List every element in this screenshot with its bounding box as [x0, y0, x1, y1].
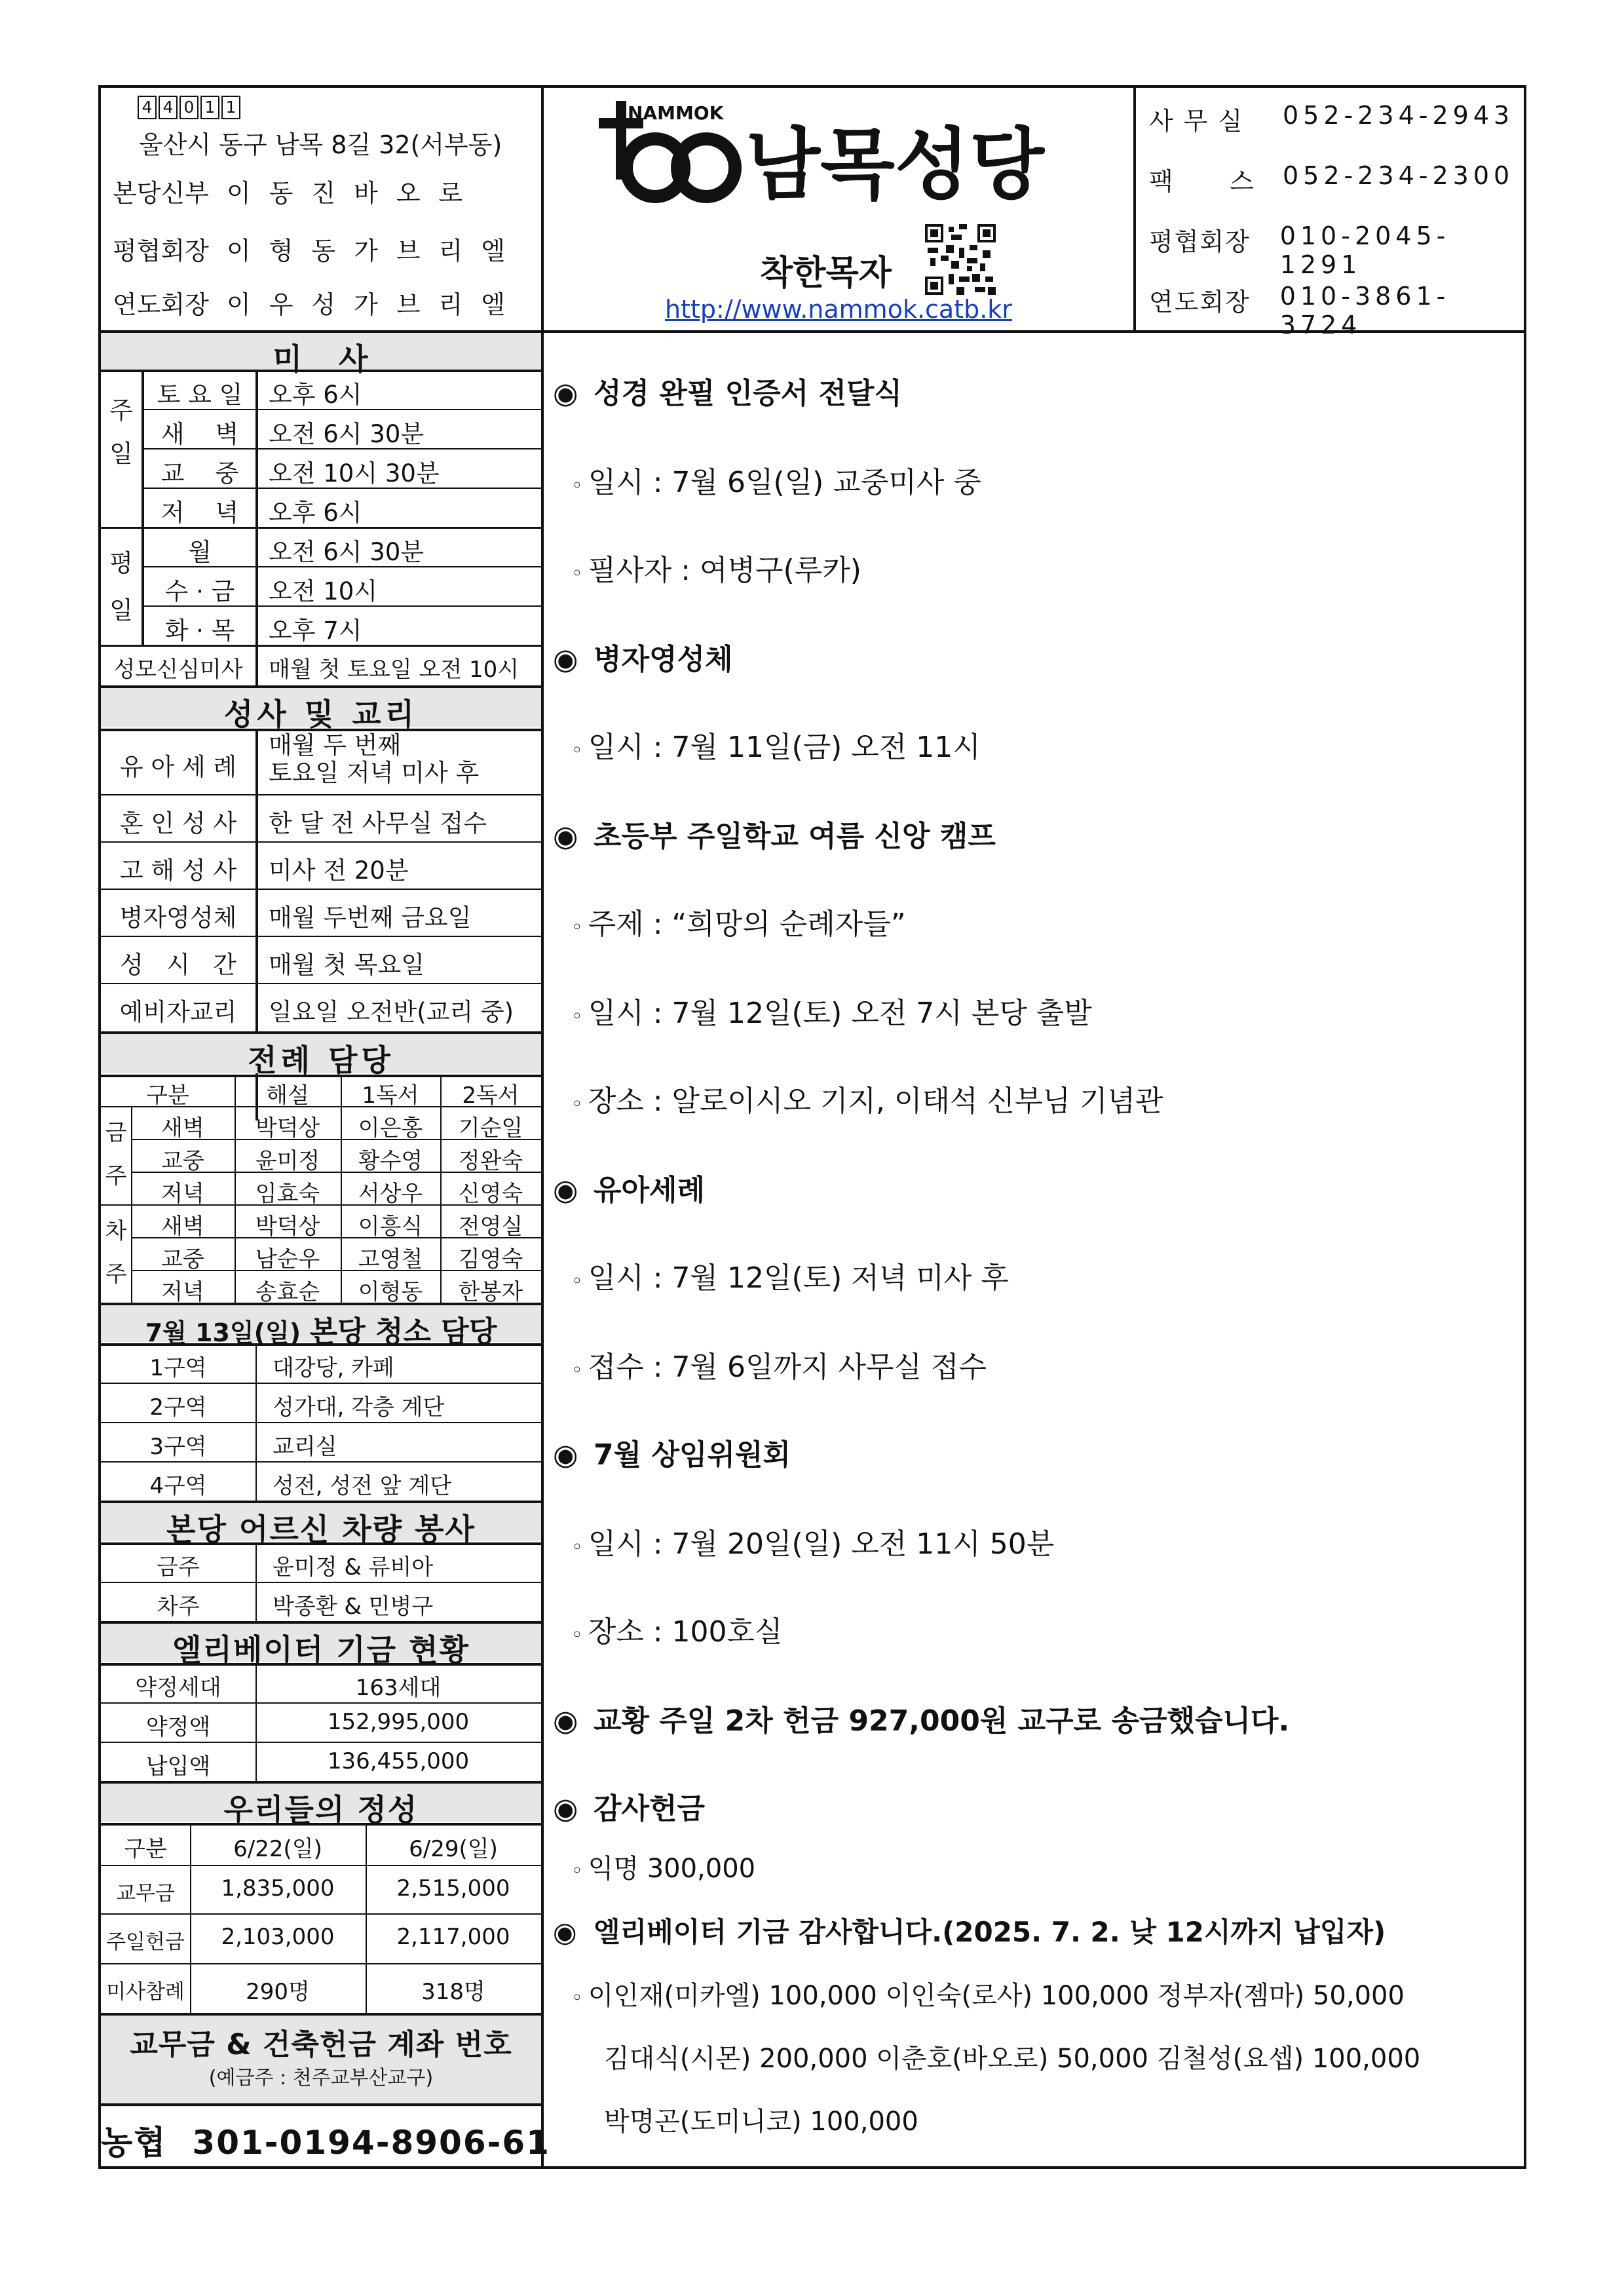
sacrament-value: 토요일 저녁 미사 후 — [269, 759, 480, 787]
header-contacts — [1136, 88, 1526, 339]
announcement-line — [571, 1077, 1163, 1119]
staff-value: 이동진바오로 — [227, 179, 482, 208]
liturgy-commentator: 박덕상 — [255, 1214, 320, 1240]
announcement-title — [553, 370, 902, 411]
cleaning-zone: 3구역 — [149, 1434, 207, 1460]
staff-value: 이우성가브리엘 — [227, 290, 523, 319]
announcement-line-text: 장소 : 100호실 — [588, 1615, 783, 1649]
offering-amount: 290명 — [246, 1979, 310, 2005]
liturgy-week-label: 금 주 — [105, 1120, 127, 1189]
mass-sunday-label: 주 일 — [109, 396, 133, 468]
liturgy-header: 구분 — [146, 1082, 189, 1109]
zip-digit: 1 — [221, 96, 240, 119]
sub-bullet-icon: ◦ — [571, 1270, 583, 1293]
sub-bullet-icon: ◦ — [571, 1093, 583, 1116]
bullet-icon: ◉ — [553, 1916, 577, 1948]
announcement-line — [571, 1975, 1405, 2012]
staff-row-council — [113, 231, 523, 267]
mass-time: 오후 7시 — [269, 617, 362, 645]
parish-website-link[interactable]: http://www.nammok.catb.kr — [665, 295, 1012, 324]
mass-weekday-label: 평 일 — [109, 549, 133, 624]
staff-row-pastor — [113, 173, 481, 209]
announcement-line-text: 박명곤(도미니코) 100,000 — [604, 2107, 918, 2137]
liturgy-commentator: 송효순 — [255, 1279, 320, 1305]
contact-phone: 010-2045-1291 — [1279, 221, 1450, 279]
sacrament-name: 성 시 간 — [120, 951, 236, 979]
offering-category: 교무금 — [116, 1882, 175, 1905]
mass-name: 성모신심미사 — [113, 657, 243, 683]
cleaning-area: 교리실 — [273, 1434, 337, 1460]
announcement-line — [571, 1520, 1054, 1562]
sub-bullet-icon: ◦ — [571, 562, 583, 585]
liturgy-reader2: 기순일 — [458, 1115, 523, 1141]
liturgy-reader2: 한봉자 — [458, 1279, 523, 1305]
mass-section-title: 미 사 — [273, 341, 369, 377]
offerings-section-title: 우리들의 정성 — [223, 1792, 419, 1827]
announcement-line-text: 김대식(시몬) 200,000 이춘호(바오로) 50,000 김철성(요셉) 100,000 — [604, 2044, 1421, 2074]
offering-category: 주일헌금 — [106, 1930, 185, 1954]
announcement-line — [571, 989, 1092, 1031]
fund-label: 약정세대 — [135, 1675, 221, 1701]
announcement-title-text: 엘리베이터 기금 감사합니다.(2025. 7. 2. 낮 12시까지 납입자) — [594, 1916, 1386, 1948]
liturgy-reader1: 이은홍 — [358, 1115, 423, 1141]
contact-fax — [1149, 161, 1514, 197]
offering-header: 6/29(일) — [409, 1836, 498, 1862]
announcement-title — [553, 1431, 791, 1473]
mass-name: 월 — [188, 538, 212, 566]
contact-label: 사 무 실 — [1149, 107, 1244, 136]
offering-amount: 1,835,000 — [221, 1875, 335, 1902]
bullet-icon: ◉ — [553, 820, 578, 853]
announcement-line — [571, 459, 981, 501]
liturgy-mass: 새벽 — [161, 1214, 204, 1240]
sub-bullet-icon: ◦ — [571, 1536, 583, 1559]
announcement-title-text: 교황 주일 2차 헌금 927,000원 교구로 송금했습니다. — [594, 1704, 1290, 1738]
liturgy-reader1: 고영철 — [358, 1246, 423, 1272]
header-left — [101, 88, 541, 330]
zip-code — [138, 96, 242, 119]
offering-category: 미사참례 — [106, 1980, 185, 2004]
sacrament-name: 예비자교리 — [119, 998, 237, 1026]
vehicle-week: 금주 — [157, 1554, 200, 1580]
parish-logo — [596, 96, 1068, 207]
sub-bullet-icon: ◦ — [571, 1987, 583, 2010]
announcement-title-text: 감사헌금 — [594, 1792, 706, 1826]
liturgy-commentator: 임효숙 — [255, 1181, 320, 1207]
cleaning-area: 성가대, 각층 계단 — [273, 1394, 445, 1421]
liturgy-reader1: 서상우 — [358, 1181, 423, 1207]
sub-bullet-icon: ◦ — [571, 1005, 583, 1028]
fund-value: 163세대 — [355, 1675, 442, 1701]
liturgy-reader2: 신영숙 — [458, 1181, 523, 1207]
offering-amount: 2,515,000 — [396, 1875, 510, 1902]
liturgy-header: 2독서 — [462, 1082, 519, 1109]
liturgy-mass: 새벽 — [161, 1115, 204, 1141]
vehicle-names: 박종환 & 민병구 — [273, 1594, 434, 1620]
liturgy-reader2: 전영실 — [458, 1214, 523, 1240]
qr-code-icon — [925, 224, 996, 295]
bullet-icon: ◉ — [553, 1438, 578, 1472]
header-center — [544, 88, 1133, 330]
staff-label: 평협회장 — [113, 237, 209, 265]
mass-name: 저 녁 — [161, 499, 239, 527]
offering-amount: 318명 — [421, 1979, 485, 2005]
sub-bullet-icon: ◦ — [571, 1624, 583, 1647]
announcement-line-text: 주제 : “희망의 순례자들” — [588, 908, 906, 941]
contact-phone: 010-3861-3724 — [1279, 282, 1450, 339]
offering-header: 구분 — [124, 1836, 167, 1862]
fund-label: 납입액 — [145, 1753, 211, 1780]
fund-value: 136,455,000 — [327, 1748, 470, 1774]
contact-label: 평협회장 — [1149, 227, 1251, 256]
cleaning-zone: 4구역 — [149, 1473, 207, 1499]
vehicle-names: 윤미정 & 류비아 — [273, 1554, 434, 1580]
elevator-fund-section-title: 엘리베이터 기금 현황 — [172, 1632, 470, 1668]
announcement-title — [553, 1166, 705, 1208]
liturgy-mass: 교중 — [161, 1148, 204, 1174]
cleaning-zone: 2구역 — [149, 1394, 207, 1421]
staff-label: 본당신부 — [113, 179, 209, 208]
announcement-title — [553, 1697, 1289, 1739]
sacrament-value: 매월 두번째 금요일 — [269, 904, 472, 932]
cleaning-title: 본당 청소 담당 — [309, 1315, 497, 1349]
bullet-icon: ◉ — [553, 1704, 578, 1738]
vehicle-section-title: 본당 어르신 차량 봉사 — [166, 1512, 476, 1547]
zip-digit: 4 — [138, 96, 157, 119]
announcement-title — [553, 1785, 705, 1827]
announcement-line — [571, 1848, 755, 1885]
mass-time: 오후 6시 — [269, 499, 362, 527]
staff-row-yeondo — [113, 284, 523, 320]
account-section-title: 교무금 & 건축헌금 계좌 번호 — [130, 2028, 512, 2061]
sacrament-name: 혼 인 성 사 — [119, 809, 237, 837]
announcement-line — [571, 1254, 1009, 1296]
sub-bullet-icon: ◦ — [571, 474, 583, 497]
mass-time: 오전 10시 — [269, 577, 378, 605]
contact-label: 팩 스 — [1149, 167, 1255, 196]
mass-time: 오전 10시 30분 — [269, 459, 440, 488]
announcement-title-text: 병자영성체 — [594, 643, 733, 676]
logo-text: NAMMOK — [628, 102, 724, 124]
parish-motto: 착한목자 — [760, 254, 892, 293]
bullet-icon: ◉ — [553, 377, 578, 410]
parish-name: 남목성당 — [746, 119, 1044, 207]
announcement-line-text: 익명 300,000 — [588, 1854, 756, 1884]
sacrament-value: 일요일 오전반(교리 중) — [269, 998, 514, 1026]
announcement-title-text: 7월 상임위원회 — [594, 1438, 791, 1472]
mass-name: 화 · 목 — [164, 617, 235, 645]
account-number: 농협 301-0194-8906-61 — [101, 2124, 550, 2162]
offering-header: 6/22(일) — [233, 1836, 322, 1862]
liturgy-commentator: 박덕상 — [255, 1115, 320, 1141]
cleaning-zone: 1구역 — [149, 1355, 207, 1381]
announcement-line-text: 이인재(미카엘) 100,000 이인숙(로사) 100,000 정부자(젬마) 50,000 — [588, 1981, 1405, 2011]
parish-address: 울산시 동구 남목 8길 32(서부동) — [139, 130, 502, 159]
announcement-title — [553, 1911, 1386, 1950]
cleaning-area: 대강당, 카페 — [273, 1355, 394, 1381]
staff-value: 이형동가브리엘 — [227, 237, 523, 265]
liturgy-reader1: 이형동 — [358, 1279, 423, 1305]
liturgy-mass: 교중 — [161, 1246, 204, 1272]
announcement-line — [571, 900, 906, 942]
vehicle-week: 차주 — [157, 1594, 200, 1620]
sub-bullet-icon: ◦ — [571, 916, 583, 939]
mass-name: 새 벽 — [161, 420, 239, 448]
announcement-title-text: 유아세례 — [594, 1174, 706, 1207]
mass-time: 오전 6시 30분 — [269, 538, 425, 566]
announcement-title — [553, 813, 996, 854]
liturgy-week-label: 차 주 — [105, 1218, 127, 1288]
sacraments-section-title: 성사 및 교리 — [223, 697, 419, 732]
bullet-icon: ◉ — [553, 1792, 578, 1826]
liturgy-commentator: 남순우 — [255, 1246, 320, 1272]
sacrament-value: 미사 전 20분 — [269, 856, 409, 885]
announcement-title — [553, 636, 733, 678]
announcement-line — [571, 723, 981, 765]
contact-phone: 052-234-2300 — [1283, 161, 1515, 190]
announcement-line-text: 접수 : 7월 6일까지 사무실 접수 — [588, 1350, 987, 1384]
account-holder: (예금주 : 천주교부산교구) — [208, 2067, 434, 2090]
contact-phone: 052-234-2943 — [1283, 101, 1515, 130]
sacrament-name: 유 아 세 례 — [119, 753, 237, 781]
offering-amount: 2,103,000 — [221, 1924, 335, 1950]
mass-name: 교 중 — [161, 459, 239, 488]
liturgy-mass: 저녁 — [161, 1181, 204, 1207]
sacrament-value: 매월 첫 목요일 — [269, 951, 425, 979]
fund-label: 약정액 — [145, 1714, 211, 1740]
announcement-line-text: 일시 : 7월 11일(금) 오전 11시 — [588, 731, 981, 764]
mass-time: 매월 첫 토요일 오전 10시 — [269, 657, 519, 683]
offering-amount: 2,117,000 — [396, 1924, 510, 1950]
liturgy-commentator: 윤미정 — [255, 1148, 320, 1174]
cleaning-area: 성전, 성전 앞 계단 — [273, 1473, 452, 1499]
announcement-line-text: 일시 : 7월 12일(토) 저녁 미사 후 — [588, 1261, 1009, 1295]
zip-digit: 0 — [179, 96, 198, 119]
sacrament-name: 고 해 성 사 — [119, 856, 237, 885]
contact-office — [1149, 101, 1514, 137]
zip-digit: 4 — [159, 96, 178, 119]
announcement-line-text: 일시 : 7월 6일(일) 교중미사 중 — [588, 466, 981, 499]
sub-bullet-icon: ◦ — [571, 739, 583, 762]
liturgy-reader2: 정완숙 — [458, 1148, 523, 1174]
bulletin-page — [98, 85, 1526, 2169]
sacrament-value: 매월 두 번째 — [269, 731, 402, 759]
liturgy-reader1: 황수영 — [358, 1148, 423, 1174]
liturgy-header: 해설 — [266, 1082, 309, 1109]
announcement-line-text: 일시 : 7월 12일(토) 오전 7시 본당 출발 — [588, 997, 1092, 1030]
liturgy-reader1: 이흥식 — [358, 1214, 423, 1240]
contact-label: 연도회장 — [1149, 288, 1251, 316]
liturgy-mass: 저녁 — [161, 1279, 204, 1305]
mass-name: 수 · 금 — [164, 577, 235, 605]
sub-bullet-icon: ◦ — [571, 1359, 583, 1382]
zip-digit: 1 — [200, 96, 219, 119]
cleaning-date: 7월 13일(일) — [145, 1318, 301, 1347]
announcement-line-text: 장소 : 알로이시오 기지, 이태석 신부님 기념관 — [588, 1084, 1163, 1118]
liturgy-reader2: 김영숙 — [458, 1246, 523, 1272]
mass-time: 오전 6시 30분 — [269, 420, 425, 448]
announcement-title-text: 성경 완필 인증서 전달식 — [594, 377, 902, 410]
announcement-line — [571, 546, 861, 588]
sub-bullet-icon: ◦ — [571, 1860, 583, 1883]
bullet-icon: ◉ — [553, 1174, 578, 1207]
mass-name: 토 요 일 — [157, 381, 243, 409]
announcement-line — [571, 1608, 783, 1650]
staff-label: 연도회장 — [113, 290, 209, 319]
contact-council — [1149, 221, 1526, 279]
mass-time: 오후 6시 — [269, 381, 362, 409]
fund-value: 152,995,000 — [327, 1709, 470, 1735]
announcement-line — [571, 1343, 987, 1385]
sacrament-value: 한 달 전 사무실 접수 — [269, 809, 487, 837]
liturgy-header: 1독서 — [362, 1082, 419, 1109]
bullet-icon: ◉ — [553, 643, 578, 676]
announcement-line-text: 필사자 : 여병구(루카) — [588, 554, 861, 587]
announcement-title-text: 초등부 주일학교 여름 신앙 캠프 — [594, 820, 996, 853]
announcement-line-text: 일시 : 7월 20일(일) 오전 11시 50분 — [588, 1527, 1055, 1561]
sacrament-name: 병자영성체 — [119, 904, 237, 932]
liturgy-section-title: 전례 담당 — [248, 1043, 394, 1078]
